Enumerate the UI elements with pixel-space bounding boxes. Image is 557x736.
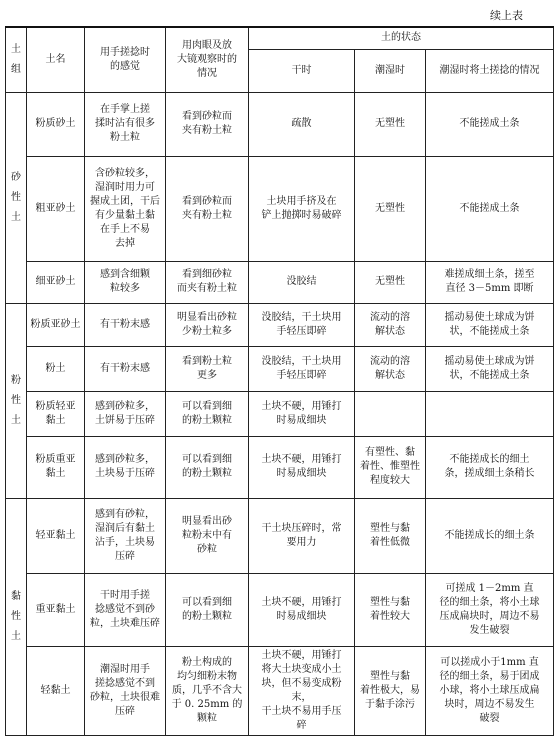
table-row — [6, 156, 554, 261]
table-row — [6, 436, 554, 498]
cell-feel: 感到含细颗 粒较多 — [85, 261, 166, 303]
cell-name: 粉质轻亚 黏土 — [27, 391, 85, 436]
cell-dry: 土块不硬，用锤打 将大土块变成小土 块，但不易变成粉末， 干土块不易用手压 碎 — [249, 646, 355, 735]
table-row — [6, 261, 554, 303]
soil-classification-table — [5, 26, 554, 736]
cell-dry: 没胶结 — [249, 261, 355, 303]
header-group-label: 土 组 — [11, 43, 21, 75]
table-row — [6, 303, 554, 346]
header-feel — [85, 27, 166, 92]
header-dry: 干时 — [249, 49, 355, 92]
cell-feel: 含砂粒较多， 湿润时用力可 握成土团，干后 有少量黏土黏 在手上不易 去掉 — [85, 156, 166, 261]
cell-observe: 粉土构成的 均匀细粉末物 质，几乎不含大 于 0. 25mm 的 颗粒 — [166, 646, 249, 735]
cell-rub: 不能搓成长的细土条 — [426, 498, 554, 573]
header-rub: 潮湿时将土搓捻的情况 — [426, 49, 554, 92]
cell-feel: 感到砂粒多， 土饼易于压碎 — [85, 391, 166, 436]
cell-dry: 疏散 — [249, 92, 355, 156]
cell-rub: 可搓成 1－2mm 直 径的细土条，将小土球 压成扁块时，周边不易 发生破裂 — [426, 573, 554, 646]
cell-wet: 无塑性 — [355, 156, 426, 261]
group-label: 砂 性 土 — [6, 92, 27, 303]
header-observe-label: 用肉眼及放 大镜观察时的 情况 — [177, 39, 237, 79]
cell-wet — [355, 391, 426, 436]
cell-name: 重亚黏土 — [27, 573, 85, 646]
cell-rub: 不能搓成土条 — [426, 156, 554, 261]
cell-dry: 土块不硬，用锤打 时易成细块 — [249, 573, 355, 646]
group-label: 黏 性 土 — [6, 498, 27, 735]
table-row — [6, 498, 554, 573]
cell-name: 粉质亚砂土 — [27, 303, 85, 346]
cell-observe: 看到粉土粒 更多 — [166, 346, 249, 391]
cell-rub: 不能搓成长的细土 条，搓成细土条稍长 — [426, 436, 554, 498]
cell-feel: 在手掌上搓 揉时沾有很多 粉土粒 — [85, 92, 166, 156]
cell-rub: 不能搓成土条 — [426, 92, 554, 156]
table-row — [6, 646, 554, 735]
cell-name: 轻亚黏土 — [27, 498, 85, 573]
cell-name: 轻黏土 — [27, 646, 85, 735]
header-group — [6, 27, 27, 92]
cell-feel: 有干粉末感 — [85, 303, 166, 346]
cell-dry: 没胶结，干土块用 手轻压即碎 — [249, 346, 355, 391]
cell-observe: 明显看出砂粒 少粉土粒多 — [166, 303, 249, 346]
cell-feel: 感到有砂粒， 湿润后有黏土 沾手，土块易 压碎 — [85, 498, 166, 573]
header-feel-label: 用手搓捻时 的感觉 — [100, 46, 150, 72]
table-row — [6, 346, 554, 391]
cell-wet: 流动的溶 解状态 — [355, 303, 426, 346]
header-observe — [166, 27, 249, 92]
cell-observe: 可以看到细 的粉土颗粒 — [166, 573, 249, 646]
cell-wet: 无塑性 — [355, 261, 426, 303]
cell-feel: 干时用手搓 捻感觉不到砂 粒，土块难压碎 — [85, 573, 166, 646]
table-continuation-caption: 续上表 — [490, 9, 523, 22]
cell-wet: 流动的溶 解状态 — [355, 346, 426, 391]
cell-observe: 可以看到细 的粉土颗粒 — [166, 391, 249, 436]
cell-wet: 塑性与黏 着性低微 — [355, 498, 426, 573]
cell-rub: 摇动易使土球成为饼 状，不能搓成土条 — [426, 303, 554, 346]
cell-feel: 感到砂粒多， 土块易于压碎 — [85, 436, 166, 498]
cell-rub: 可以搓成小于1mm 直 径的细土条，易于团成 小球，将小土球压成扁 块时，周边不易发生 破裂 — [426, 646, 554, 735]
cell-wet: 有塑性、黏 着性、惟塑性 程度较大 — [355, 436, 426, 498]
cell-name: 粗亚砂土 — [27, 156, 85, 261]
group-label: 粉 性 土 — [6, 303, 27, 498]
table-row — [6, 573, 554, 646]
table-row — [6, 391, 554, 436]
cell-dry: 没胶结，干土块用 手轻压即碎 — [249, 303, 355, 346]
cell-wet: 塑性与黏 着性极大，易 于黏手涂污 — [355, 646, 426, 735]
cell-observe: 看到细砂粒 而夹有粉土粒 — [166, 261, 249, 303]
cell-wet: 无塑性 — [355, 92, 426, 156]
cell-dry: 土块不硬，用锤打 时易成细块 — [249, 436, 355, 498]
cell-rub: 摇动易使土球成为饼 状，不能搓成土条 — [426, 346, 554, 391]
header-state: 土的状态 — [249, 27, 554, 49]
cell-dry: 土块用手挤及在 铲上抛掷时易破碎 — [249, 156, 355, 261]
cell-feel: 有干粉末感 — [85, 346, 166, 391]
cell-observe: 看到砂粒而 夹有粉土粒 — [166, 156, 249, 261]
cell-observe: 明显看出砂 粒粉末中有 砂粒 — [166, 498, 249, 573]
cell-observe: 看到砂粒而 夹有粉土粒 — [166, 92, 249, 156]
header-name: 土名 — [27, 27, 85, 92]
cell-dry: 土块不硬，用锤打 时易成细块 — [249, 391, 355, 436]
cell-name: 细亚砂土 — [27, 261, 85, 303]
table-row — [6, 92, 554, 156]
cell-name: 粉质重亚 黏土 — [27, 436, 85, 498]
cell-dry: 干土块压碎时，常 要用力 — [249, 498, 355, 573]
cell-name: 粉土 — [27, 346, 85, 391]
cell-observe: 可以看到细 的粉土颗粒 — [166, 436, 249, 498]
header-wet: 潮湿时 — [355, 49, 426, 92]
cell-wet: 塑性与黏 着性较大 — [355, 573, 426, 646]
cell-feel: 潮湿时用手 搓捻感觉不到 砂粒，土块很难 压碎 — [85, 646, 166, 735]
cell-name: 粉质砂土 — [27, 92, 85, 156]
cell-rub: 难搓成细土条，搓至 直径 3－5mm 即断 — [426, 261, 554, 303]
cell-rub — [426, 391, 554, 436]
